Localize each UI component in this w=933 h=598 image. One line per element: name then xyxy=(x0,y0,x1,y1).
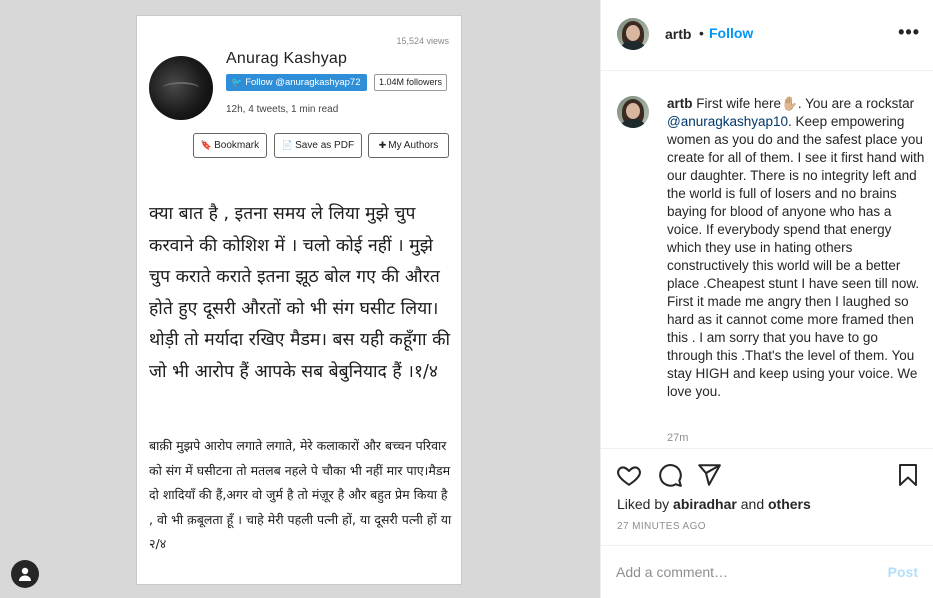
actions-divider xyxy=(601,448,933,449)
post-comment-button[interactable]: Post xyxy=(887,564,918,580)
caption-text-1: First wife here✋🏼. You are a rockstar xyxy=(692,96,915,111)
thread-text-1: क्या बात है , इतना समय ले लिया मुझे चुप करवाने की कोशिश में । चलो कोई नहीं । मुझे चुप कराते कराते इतना झूठ बोल गए की औरत होते हुए दूसरी औरतों को भी संग घसीट लिया। थोड़ी तो मर्यादा रखिए मैडम। बस यही कहूँगा की जो भी आरोप हैं आपके सब बेबुनियाद हैं ।१/४ xyxy=(149,204,451,382)
my-authors-button xyxy=(368,133,449,158)
author-name: Anurag Kashyap xyxy=(226,50,348,67)
liked-prefix: Liked by xyxy=(617,496,674,512)
pdf-icon: 📄 xyxy=(281,140,294,150)
liked-middle: and xyxy=(736,496,768,512)
comment-input[interactable] xyxy=(616,564,866,580)
caption-time[interactable]: 27m xyxy=(667,432,689,444)
thread-screenshot-card xyxy=(136,15,462,585)
save-pdf-button xyxy=(274,133,362,158)
bookmark-button xyxy=(193,133,267,158)
caption-text-2: . Keep empowering women as you do and the safest place you create for all of them. I see it first hand with our daughter. There is no integrity left and the world is full of losers and no brains baying for blood of anyone who has a voice. If everybody spend that energy which they use in hating others constructively this world will be a better place .Cheapest stunt I have seen till now. First it made me angry then I laughed so hard as it cannot come more framed then this . I am sorry that you have to go through this .That's the level of them. You stay HIGH and keep using your voice. We love you. xyxy=(667,114,925,399)
follow-button[interactable]: Follow xyxy=(709,25,754,41)
views-count: 15,524 views xyxy=(396,36,449,46)
liked-user[interactable]: abiradhar xyxy=(673,496,737,512)
more-icon[interactable]: ••• xyxy=(898,22,920,42)
liked-others[interactable]: others xyxy=(768,496,811,512)
twitter-follow-label: Follow @anuragkashyap72 xyxy=(245,77,361,88)
post-sidebar xyxy=(600,0,933,598)
header-username[interactable]: artb xyxy=(665,26,692,42)
twitter-follow-button xyxy=(226,74,367,91)
thread-meta: 12h, 4 tweets, 1 min read xyxy=(226,104,339,115)
user-icon xyxy=(17,566,33,582)
post-caption xyxy=(667,95,925,401)
thread-text-2: बाक़ी मुझपे आरोप लगाते लगाते, मेरे कलाकारों और बच्चन परिवार को संग में घसीटना तो मतलब नहले पे चौका भी नहीं मार पाए।मैडम दो शादियाँ की हैं,अगर वो जुर्म है तो मंज़ूर है और बहुत प्रेम किया है , वो भी क़बूलता हूँ । चाहे मेरी पहली पत्नी हों, या दूसरी पत्नी हों या २/४ xyxy=(149,438,452,551)
separator-dot: • xyxy=(699,25,704,41)
liked-by xyxy=(617,496,811,512)
avatar[interactable] xyxy=(617,18,649,50)
tagged-users-button[interactable] xyxy=(11,560,39,588)
followers-count: 1.04M followers xyxy=(374,74,447,91)
comment-icon[interactable] xyxy=(657,462,683,488)
heart-icon[interactable] xyxy=(616,462,642,488)
bookmark-label: Bookmark xyxy=(214,140,260,151)
plus-icon: ✚ xyxy=(378,140,387,150)
bookmark-icon[interactable] xyxy=(896,462,920,488)
caption-avatar[interactable] xyxy=(617,96,649,128)
my-authors-label: My Authors xyxy=(388,140,439,151)
caption-username[interactable]: artb xyxy=(667,96,693,111)
save-pdf-label: Save as PDF xyxy=(295,140,355,151)
author-avatar xyxy=(149,56,213,120)
share-icon[interactable] xyxy=(696,462,722,488)
bookmark-outline-icon: 🔖 xyxy=(200,140,213,150)
caption-mention[interactable]: @anuragkashyap10 xyxy=(667,114,789,129)
comment-bar xyxy=(601,545,933,598)
twitter-icon: 🐦 xyxy=(231,77,243,87)
post-header xyxy=(601,0,933,71)
post-timestamp[interactable]: 27 MINUTES AGO xyxy=(617,521,706,532)
